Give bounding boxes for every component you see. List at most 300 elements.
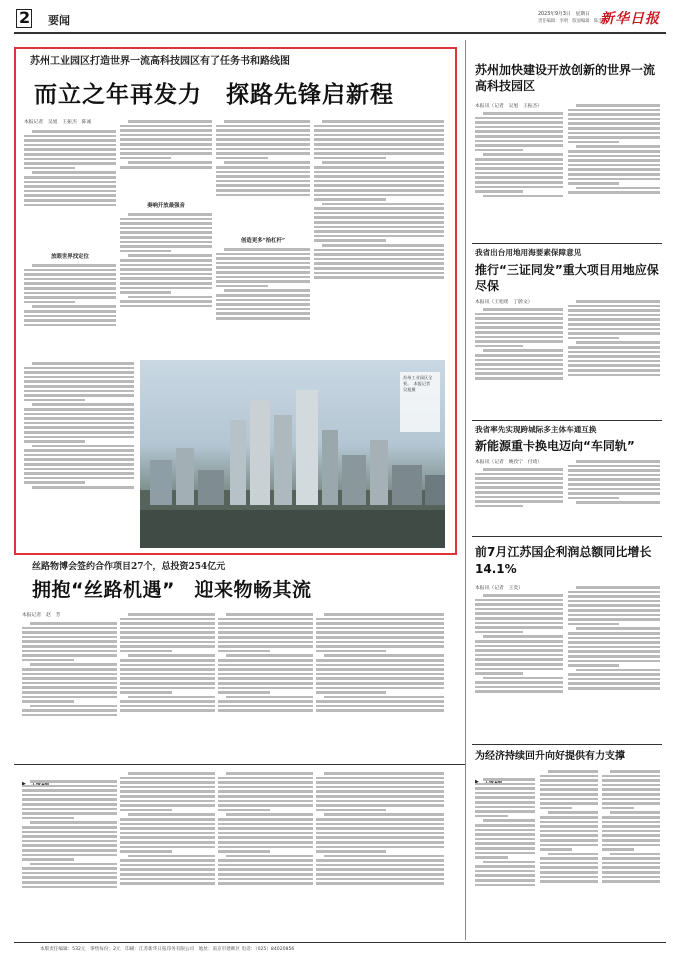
text-line	[30, 663, 117, 666]
text-line	[316, 795, 444, 798]
text-line	[475, 672, 523, 675]
right4-col1	[475, 592, 563, 740]
text-line	[24, 287, 116, 290]
text-line	[24, 301, 75, 304]
text-line	[316, 687, 444, 690]
text-line	[602, 775, 660, 778]
text-line	[120, 134, 212, 137]
text-line	[24, 319, 116, 322]
text-line	[128, 120, 212, 123]
text-line	[316, 631, 444, 634]
date-line: 2023年9月3日 星期日	[538, 12, 590, 17]
text-line	[316, 622, 444, 625]
text-line	[120, 804, 215, 807]
text-line	[314, 267, 444, 270]
text-line	[120, 659, 215, 662]
text-line	[475, 668, 563, 671]
text-line	[602, 871, 660, 874]
text-line	[24, 194, 116, 197]
text-line	[218, 809, 270, 812]
text-line	[24, 278, 116, 281]
text-line	[32, 264, 116, 267]
text-line	[576, 341, 660, 344]
text-line	[568, 465, 660, 468]
text-line	[216, 299, 310, 302]
text-line	[218, 673, 313, 676]
text-line	[30, 780, 117, 783]
text-line	[568, 141, 619, 144]
text-line	[475, 322, 563, 325]
text-line	[120, 300, 212, 303]
text-line	[120, 645, 215, 648]
text-line	[475, 496, 563, 499]
text-line	[568, 632, 660, 635]
text-line	[120, 641, 215, 644]
text-line	[218, 645, 313, 648]
text-line	[22, 881, 117, 884]
text-line	[316, 832, 444, 835]
text-line	[475, 686, 563, 689]
text-line	[314, 175, 444, 178]
text-line	[218, 859, 313, 862]
text-line	[24, 273, 116, 276]
text-line	[24, 158, 116, 161]
text-line	[568, 600, 660, 603]
text-line	[24, 481, 85, 484]
text-line	[120, 668, 215, 671]
text-line	[475, 663, 563, 666]
text-line	[32, 403, 134, 406]
text-line	[120, 850, 172, 853]
text-line	[610, 811, 660, 814]
text-line	[314, 189, 444, 192]
text-line	[314, 216, 444, 219]
text-line	[32, 130, 116, 133]
text-line	[216, 143, 310, 146]
masthead-rule	[14, 32, 666, 34]
right-divider-4	[472, 744, 662, 745]
text-line	[483, 153, 563, 156]
text-line	[568, 173, 660, 176]
text-line	[22, 858, 74, 861]
text-line	[120, 790, 215, 793]
text-line	[22, 803, 117, 806]
text-line	[316, 673, 444, 676]
text-line	[475, 824, 535, 827]
feature-col2-text-a	[120, 118, 212, 196]
text-line	[120, 636, 215, 639]
text-line	[483, 594, 563, 597]
text-line	[128, 254, 212, 257]
text-line	[218, 627, 313, 630]
text-line	[218, 836, 313, 839]
text-line	[568, 664, 619, 667]
text-line	[568, 609, 660, 612]
text-line	[218, 664, 313, 667]
page-number: 2	[19, 8, 31, 27]
text-line	[540, 876, 598, 879]
text-line	[475, 838, 535, 841]
article-b-kicker: 丝路物博会签约合作项目27个，总投资254亿元	[32, 562, 226, 572]
text-line	[22, 682, 117, 685]
text-line	[120, 291, 171, 294]
text-line	[475, 167, 563, 170]
text-line	[324, 855, 444, 858]
text-line	[314, 138, 444, 141]
text-line	[314, 198, 386, 201]
text-line	[120, 709, 215, 712]
text-line	[602, 834, 660, 837]
text-line	[24, 436, 134, 439]
text-line	[610, 770, 660, 773]
text-line	[218, 641, 313, 644]
text-line	[30, 821, 117, 824]
text-line	[568, 314, 660, 317]
text-line	[475, 135, 563, 138]
text-line	[24, 468, 134, 471]
text-line	[316, 868, 444, 871]
text-line	[602, 816, 660, 819]
text-line	[24, 292, 116, 295]
text-line	[475, 473, 563, 476]
text-line	[22, 677, 117, 680]
text-line	[120, 305, 212, 308]
text-line	[22, 789, 117, 792]
feature-kicker: 苏州工业园区打造世界一流高科技园区有了任务书和路线图	[30, 56, 290, 67]
text-line	[540, 848, 572, 851]
feature-photo-caption: 苏州工业园区全景。 本报记者 吴旭摄	[403, 375, 435, 392]
text-line	[540, 798, 598, 801]
text-line	[475, 852, 535, 855]
text-line	[316, 818, 444, 821]
text-line	[475, 617, 563, 620]
text-line	[475, 879, 535, 882]
text-line	[22, 659, 74, 662]
text-line	[475, 190, 523, 193]
text-line	[568, 305, 660, 308]
text-line	[314, 258, 444, 261]
text-line	[568, 191, 660, 194]
text-line	[24, 454, 134, 457]
text-line	[314, 276, 444, 279]
text-line	[218, 631, 313, 634]
text-line	[540, 793, 598, 796]
text-line	[218, 873, 313, 876]
text-line	[316, 636, 444, 639]
text-line	[540, 830, 598, 833]
text-line	[568, 168, 660, 171]
text-line	[216, 262, 310, 265]
text-line	[316, 827, 444, 830]
text-line	[568, 182, 619, 185]
text-line	[602, 825, 660, 828]
text-line	[314, 226, 444, 229]
text-line	[475, 801, 535, 804]
article-b-byline: 本报记者 赵 芳	[22, 613, 61, 618]
text-line	[216, 129, 310, 132]
text-line	[540, 862, 598, 865]
text-line	[568, 351, 660, 354]
text-line	[24, 463, 134, 466]
text-line	[483, 468, 563, 471]
text-line	[316, 846, 444, 849]
text-line	[314, 212, 444, 215]
right-bottom-col1	[475, 776, 535, 938]
text-line	[475, 622, 563, 625]
text-line	[120, 157, 171, 160]
text-line	[568, 132, 660, 135]
text-line	[316, 650, 386, 653]
text-line	[120, 781, 215, 784]
text-line	[24, 367, 134, 370]
text-line	[32, 445, 134, 448]
text-line	[30, 705, 117, 708]
text-line	[226, 855, 313, 858]
text-line	[568, 369, 660, 372]
text-line	[216, 125, 310, 128]
text-line	[24, 310, 116, 313]
text-line	[475, 603, 563, 606]
text-line	[32, 486, 134, 489]
text-line	[568, 492, 660, 495]
text-line	[24, 185, 116, 188]
right1-headline: 苏州加快建设开放创新的世界一流高科技园区	[475, 63, 656, 93]
text-line	[128, 296, 212, 299]
text-line	[540, 784, 598, 787]
text-line	[24, 162, 116, 165]
text-line	[475, 477, 563, 480]
text-line	[120, 227, 212, 230]
text-line	[324, 813, 444, 816]
text-line	[483, 112, 563, 115]
text-line	[475, 345, 523, 348]
text-line	[568, 478, 660, 481]
text-line	[120, 873, 215, 876]
feature-col1-text-c	[24, 360, 134, 548]
footer-rule	[14, 942, 666, 943]
text-line	[22, 831, 117, 834]
text-line	[548, 811, 598, 814]
text-line	[218, 882, 313, 885]
feature-col3-text-b	[216, 246, 310, 355]
text-line	[602, 779, 660, 782]
bottom-divider	[14, 764, 466, 765]
text-line	[576, 669, 660, 672]
text-line	[216, 166, 310, 169]
text-line	[324, 696, 444, 699]
text-line	[568, 687, 660, 690]
text-line	[568, 469, 660, 472]
text-line	[475, 847, 535, 850]
text-line	[218, 841, 313, 844]
text-line	[602, 857, 660, 860]
text-line	[120, 152, 212, 155]
text-line	[24, 413, 134, 416]
text-line	[218, 864, 313, 867]
text-line	[568, 178, 660, 181]
bottom-left-col3	[218, 770, 313, 938]
text-line	[568, 637, 660, 640]
text-line	[216, 152, 310, 155]
text-line	[120, 800, 215, 803]
text-line	[120, 687, 215, 690]
text-line	[602, 880, 660, 883]
text-line	[602, 784, 660, 787]
text-line	[120, 878, 215, 881]
text-line	[475, 658, 563, 661]
text-line	[475, 130, 563, 133]
newspaper-logo: 新华日报	[600, 11, 660, 27]
text-line	[314, 262, 444, 265]
text-line	[120, 664, 215, 667]
text-line	[316, 659, 444, 662]
text-line	[475, 163, 563, 166]
text-line	[218, 850, 270, 853]
text-line	[216, 294, 310, 297]
text-line	[218, 846, 313, 849]
text-line	[218, 781, 313, 784]
text-line	[540, 866, 598, 869]
text-line	[475, 158, 563, 161]
text-line	[216, 285, 268, 288]
text-line	[475, 654, 563, 657]
text-line	[316, 809, 386, 812]
text-line	[602, 844, 660, 847]
text-line	[314, 239, 386, 242]
text-line	[218, 687, 313, 690]
text-line	[314, 134, 444, 137]
right-divider-1	[472, 243, 662, 244]
right3-col1	[475, 466, 563, 528]
text-line	[602, 802, 660, 805]
text-line	[568, 309, 660, 312]
text-line	[568, 360, 660, 363]
text-line	[224, 120, 310, 123]
text-line	[218, 636, 313, 639]
text-line	[120, 823, 215, 826]
text-line	[120, 245, 212, 248]
text-line	[30, 622, 117, 625]
feature-col3-text-a	[216, 118, 310, 232]
text-line	[218, 868, 313, 871]
text-line	[314, 171, 444, 174]
text-line	[120, 231, 212, 234]
text-line	[216, 171, 310, 174]
text-line	[24, 399, 85, 402]
text-line	[218, 800, 313, 803]
right1-col2	[568, 102, 660, 238]
editor-line: 责任编辑：李明 版面编辑：陈杰	[538, 19, 603, 24]
text-line	[120, 264, 212, 267]
text-line	[475, 121, 563, 124]
text-line	[120, 618, 215, 621]
right2-kicker: 我省出台用地用海要素保障意见	[475, 248, 582, 257]
text-line	[120, 287, 212, 290]
text-line	[22, 691, 117, 694]
text-line	[22, 709, 117, 712]
text-line	[22, 849, 117, 852]
text-line	[475, 186, 563, 189]
text-line	[568, 318, 660, 321]
text-line	[540, 788, 598, 791]
text-line	[22, 627, 117, 630]
text-line	[22, 794, 117, 797]
text-line	[316, 682, 444, 685]
text-line	[568, 150, 660, 153]
text-line	[216, 312, 310, 315]
text-line	[120, 282, 212, 285]
text-line	[602, 876, 660, 879]
text-line	[218, 700, 313, 703]
text-line	[483, 677, 563, 680]
text-line	[316, 781, 444, 784]
text-line	[24, 477, 134, 480]
text-line	[216, 303, 310, 306]
text-line	[120, 836, 215, 839]
text-line	[22, 696, 117, 699]
text-line	[475, 317, 563, 320]
text-line	[120, 622, 215, 625]
feature-subhead-3: 创造更多“拾杠杆”	[241, 238, 285, 244]
text-line	[568, 159, 660, 162]
text-line	[120, 859, 215, 862]
text-line	[128, 161, 212, 164]
text-line	[540, 821, 598, 824]
text-line	[120, 277, 212, 280]
text-line	[120, 148, 212, 151]
text-line	[216, 194, 310, 197]
article-b-headline: 拥抱“丝路机遇” 迎来物畅其流	[32, 579, 312, 601]
text-line	[316, 882, 444, 885]
text-line	[475, 117, 563, 120]
text-line	[475, 354, 563, 357]
text-line	[314, 207, 444, 210]
text-line	[602, 830, 660, 833]
text-line	[120, 143, 212, 146]
text-line	[22, 886, 117, 889]
text-line	[218, 878, 313, 881]
text-line	[314, 230, 444, 233]
text-line	[475, 486, 563, 489]
text-line	[483, 349, 563, 352]
text-line	[120, 222, 212, 225]
text-line	[322, 161, 444, 164]
text-line	[568, 488, 660, 491]
text-line	[314, 143, 444, 146]
text-line	[24, 135, 116, 138]
right2-col1	[475, 306, 563, 416]
text-line	[548, 853, 598, 856]
article-b-col4	[316, 611, 444, 760]
text-line	[218, 777, 313, 780]
text-line	[475, 649, 563, 652]
text-line	[22, 844, 117, 847]
text-line	[568, 337, 619, 340]
text-line	[475, 856, 508, 859]
text-line	[120, 259, 212, 262]
text-line	[120, 129, 212, 132]
text-line	[475, 884, 535, 887]
text-line	[216, 134, 310, 137]
text-line	[226, 696, 313, 699]
text-line	[548, 770, 598, 773]
text-line	[216, 257, 310, 260]
text-line	[316, 878, 444, 881]
text-line	[475, 608, 563, 611]
text-line	[475, 612, 563, 615]
text-line	[314, 194, 444, 197]
text-line	[22, 700, 74, 703]
